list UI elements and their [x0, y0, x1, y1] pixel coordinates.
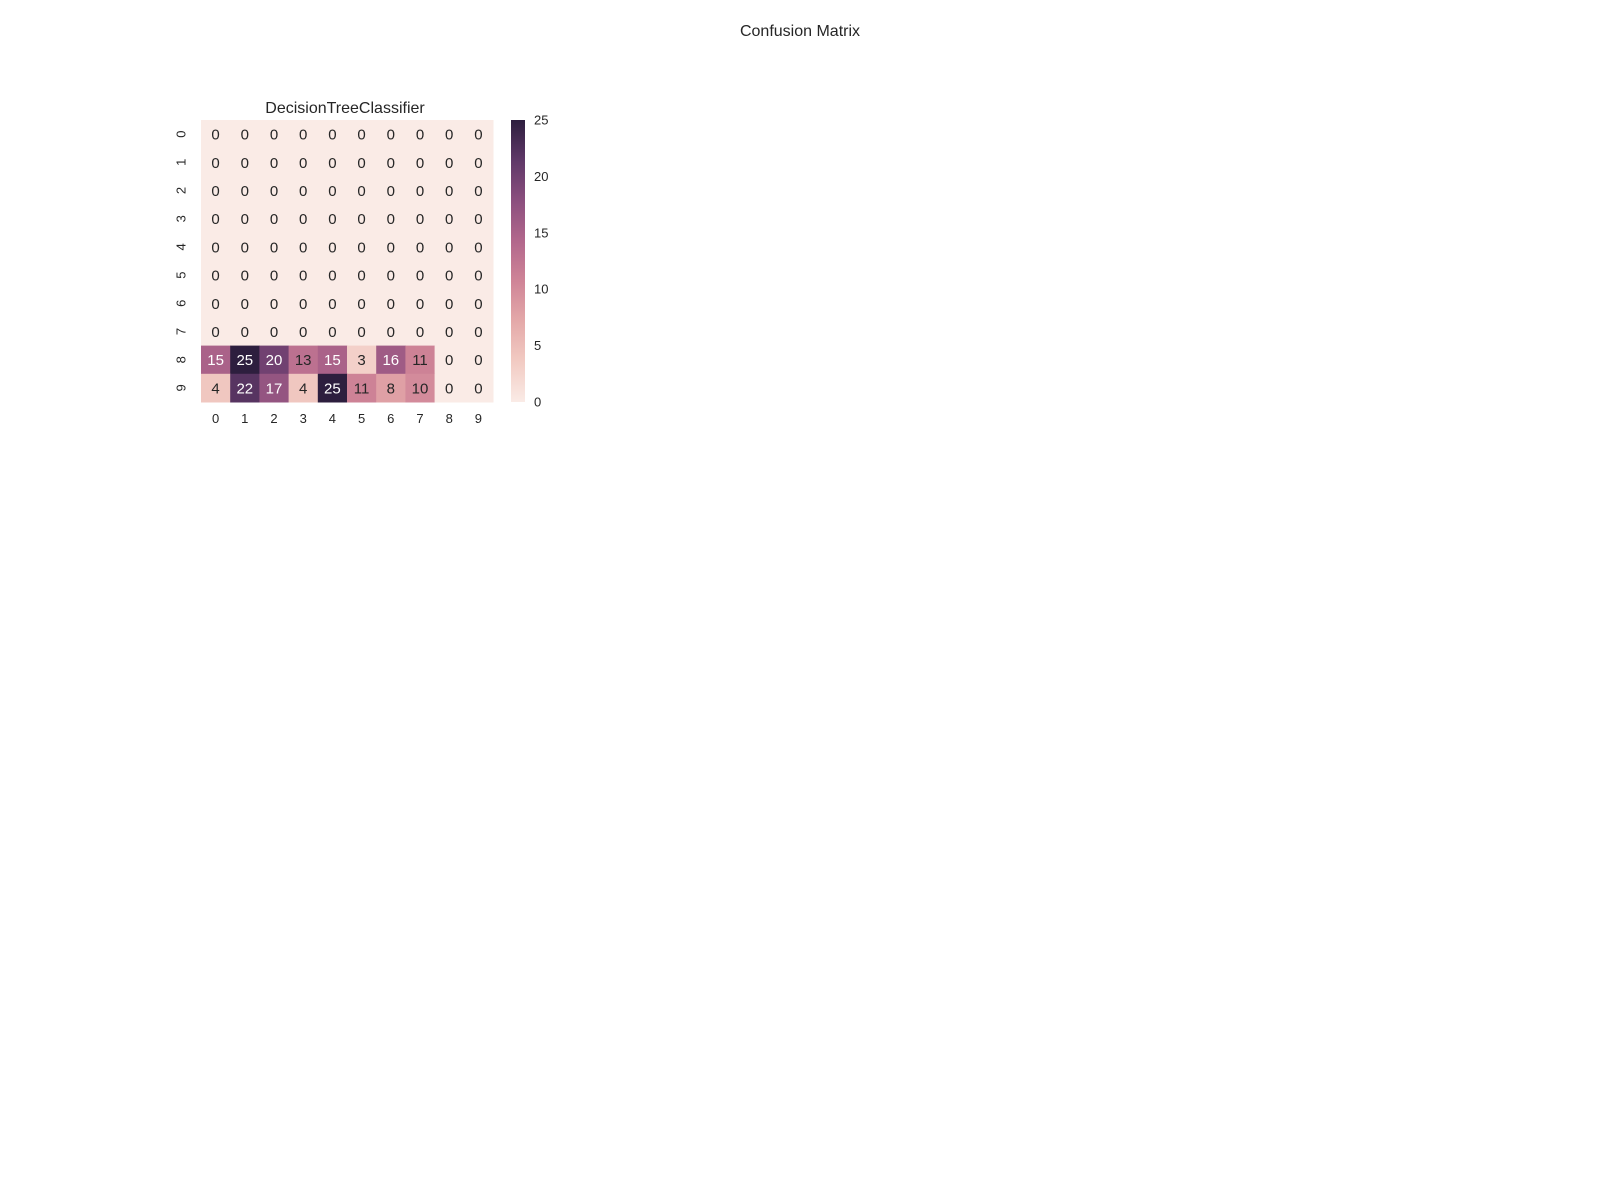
annotation-5-6: 0	[386, 267, 395, 285]
annotation-4-5: 0	[357, 239, 366, 257]
annotation-9-0: 4	[211, 380, 220, 398]
annotation-5-8: 0	[445, 267, 454, 285]
annotation-5-3: 0	[299, 267, 308, 285]
colorbar-tick-15: 15	[534, 225, 549, 241]
y-tick-1: 1	[173, 158, 189, 166]
colorbar-tick-5: 5	[534, 338, 542, 354]
annotation-3-8: 0	[445, 211, 454, 229]
annotation-3-4: 0	[328, 211, 337, 229]
annotation-8-5: 3	[357, 352, 366, 370]
annotation-5-7: 0	[415, 267, 425, 285]
annotation-8-3: 13	[294, 352, 312, 370]
annotation-2-9: 0	[474, 183, 483, 200]
annotation-0-0: 0	[211, 126, 220, 144]
annotation-8-8: 0	[445, 352, 454, 370]
y-tick-8: 8	[173, 356, 189, 364]
annotation-9-6: 8	[386, 380, 395, 398]
annotation-0-3: 0	[299, 126, 308, 144]
annotation-4-6: 0	[386, 239, 395, 257]
figure-title: Confusion Matrix	[739, 23, 861, 40]
colorbar-tick-25: 25	[534, 112, 549, 128]
annotation-7-9: 0	[474, 324, 483, 341]
annotation-3-2: 0	[269, 211, 279, 229]
annotation-8-0: 15	[207, 352, 224, 370]
annotation-1-5: 0	[357, 154, 366, 172]
annotation-1-2: 0	[269, 154, 279, 172]
y-tick-3: 3	[173, 215, 189, 223]
y-tick-0: 0	[173, 130, 189, 138]
annotation-1-6: 0	[386, 154, 395, 172]
x-tick-7: 7	[416, 411, 424, 426]
annotation-8-1: 25	[236, 352, 254, 370]
annotation-3-1: 0	[240, 211, 249, 229]
annotation-0-9: 0	[474, 126, 483, 144]
annotation-1-9: 0	[474, 154, 483, 172]
annotation-9-5: 11	[353, 380, 370, 398]
annotation-3-6: 0	[386, 211, 395, 229]
colorbar-tick-10: 10	[534, 281, 549, 297]
annotation-9-1: 22	[236, 380, 254, 398]
annotation-3-5: 0	[357, 211, 366, 229]
annotation-6-1: 0	[240, 295, 249, 313]
annotation-7-0: 0	[211, 324, 220, 341]
annotation-7-4: 0	[328, 324, 337, 341]
y-tick-labels	[174, 130, 189, 391]
x-tick-4: 4	[328, 411, 337, 426]
annotation-6-4: 0	[328, 295, 337, 313]
annotation-0-8: 0	[445, 126, 454, 144]
annotation-9-4: 25	[324, 380, 341, 398]
annotation-8-7: 11	[412, 352, 428, 370]
annotation-3-0: 0	[211, 211, 220, 229]
annotation-9-2: 17	[265, 380, 283, 398]
annotation-2-6: 0	[386, 183, 395, 200]
colorbar-tick-0: 0	[534, 394, 542, 410]
annotation-1-3: 0	[299, 154, 308, 172]
annotation-0-1: 0	[240, 126, 249, 144]
annotation-3-3: 0	[299, 211, 308, 229]
annotation-5-4: 0	[328, 267, 337, 285]
annotation-5-5: 0	[357, 267, 366, 285]
annotation-0-4: 0	[328, 126, 337, 144]
y-tick-6: 6	[173, 299, 189, 307]
annotation-7-8: 0	[445, 324, 454, 341]
annotation-9-7: 10	[411, 380, 429, 398]
x-tick-8: 8	[445, 411, 453, 426]
y-tick-4: 4	[173, 243, 189, 251]
annotation-4-2: 0	[269, 239, 279, 257]
annotation-1-1: 0	[240, 154, 249, 172]
colorbar-tick-labels	[534, 113, 548, 410]
colorbar-tick-20: 20	[534, 168, 549, 184]
annotation-2-4: 0	[328, 183, 337, 200]
y-tick-2: 2	[173, 186, 189, 195]
annotation-5-0: 0	[211, 267, 220, 285]
annotation-5-1: 0	[240, 267, 249, 285]
annotation-4-3: 0	[299, 239, 308, 257]
y-tick-7: 7	[173, 327, 189, 336]
annotation-4-0: 0	[211, 239, 220, 257]
annotation-8-9: 0	[474, 352, 483, 370]
annotation-0-7: 0	[415, 126, 425, 144]
annotation-0-6: 0	[386, 126, 395, 144]
annotation-7-3: 0	[299, 324, 308, 341]
annotation-9-3: 4	[299, 380, 308, 398]
annotation-7-5: 0	[357, 324, 366, 341]
annotation-2-0: 0	[211, 183, 220, 200]
annotation-8-2: 20	[265, 352, 283, 370]
annotation-6-9: 0	[474, 295, 483, 313]
x-tick-3: 3	[299, 411, 307, 426]
annotation-7-2: 0	[269, 324, 279, 341]
annotation-1-7: 0	[415, 154, 425, 172]
heatmap-title: DecisionTreeClassifier	[265, 100, 425, 117]
y-tick-5: 5	[173, 271, 189, 279]
annotation-2-8: 0	[445, 183, 454, 200]
annotation-6-8: 0	[445, 295, 454, 313]
annotation-3-9: 0	[474, 211, 483, 229]
x-tick-2: 2	[270, 411, 278, 426]
annotation-7-1: 0	[240, 324, 249, 341]
annotation-1-0: 0	[211, 154, 220, 172]
y-tick-9: 9	[173, 384, 189, 392]
annotation-6-7: 0	[415, 295, 425, 313]
annotation-5-9: 0	[474, 267, 483, 285]
annotation-6-3: 0	[299, 295, 308, 313]
annotation-6-0: 0	[211, 295, 220, 313]
annotation-2-3: 0	[299, 183, 308, 200]
annotation-9-8: 0	[445, 380, 454, 398]
annotation-2-2: 0	[269, 183, 279, 200]
annotation-5-2: 0	[269, 267, 279, 285]
annotation-6-5: 0	[357, 295, 366, 313]
annotation-8-6: 16	[382, 352, 400, 370]
colorbar	[511, 120, 525, 402]
annotation-1-8: 0	[445, 154, 454, 172]
annotation-3-7: 0	[415, 211, 425, 229]
x-tick-9: 9	[474, 411, 483, 426]
annotation-0-5: 0	[357, 126, 366, 144]
annotation-0-2: 0	[269, 126, 279, 144]
annotation-7-6: 0	[386, 324, 395, 341]
annotation-2-5: 0	[357, 183, 366, 200]
x-tick-1: 1	[241, 411, 249, 426]
annotation-1-4: 0	[328, 154, 337, 172]
annotation-9-9: 0	[474, 380, 483, 398]
annotation-4-1: 0	[240, 239, 249, 257]
annotation-4-9: 0	[474, 239, 483, 257]
x-tick-labels	[212, 411, 482, 426]
annotation-8-4: 15	[324, 352, 341, 370]
annotation-4-4: 0	[328, 239, 337, 257]
annotation-4-7: 0	[415, 239, 425, 257]
annotation-2-1: 0	[240, 183, 249, 200]
annotation-6-2: 0	[269, 295, 279, 313]
annotation-6-6: 0	[386, 295, 395, 313]
annotation-4-8: 0	[445, 239, 454, 257]
x-tick-6: 6	[387, 411, 395, 426]
annotation-7-7: 0	[415, 324, 425, 341]
x-tick-0: 0	[211, 411, 220, 426]
annotation-2-7: 0	[415, 183, 425, 200]
x-tick-5: 5	[357, 411, 366, 426]
